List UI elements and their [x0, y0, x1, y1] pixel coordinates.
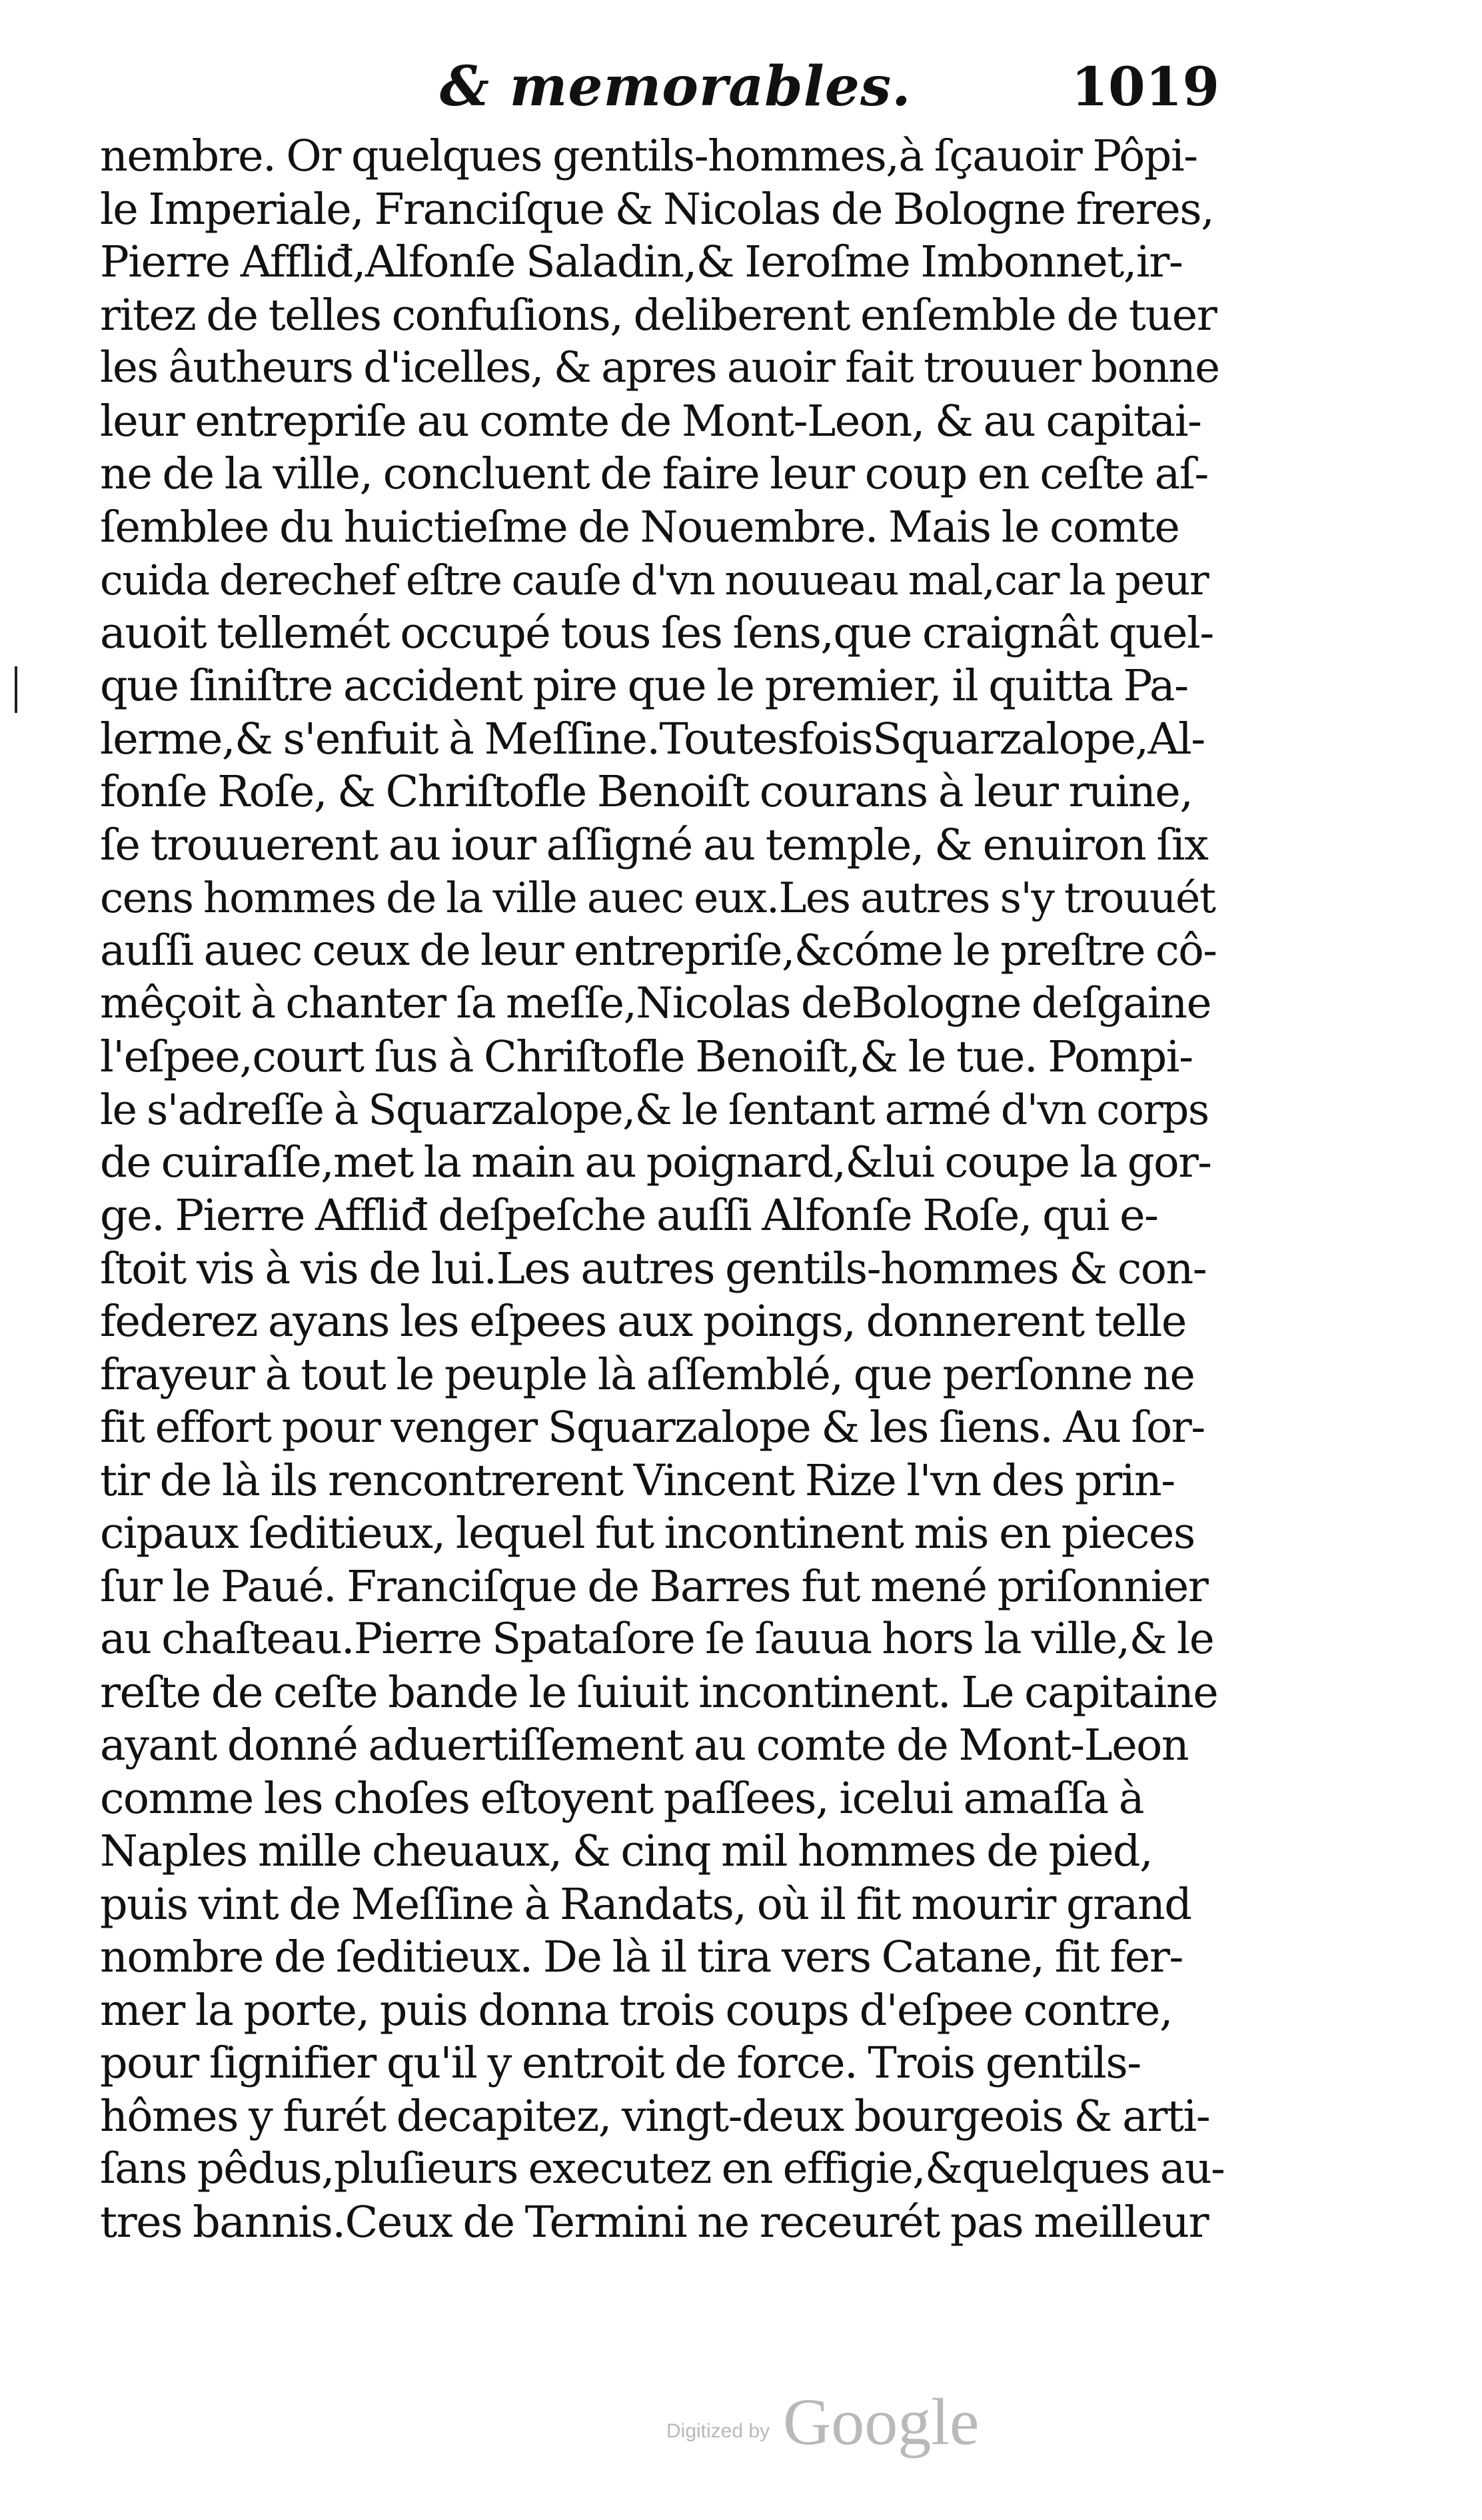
google-logo: Google	[783, 2385, 980, 2459]
page-header	[100, 47, 1226, 127]
text-line: puis vint de Meſſine à Randats, où il fit mourir grand	[100, 1879, 1191, 1930]
text-line: l'eſpee,court ſus à Chriſtofle Benoiſt,& le tue. Pompi-	[100, 1031, 1193, 1082]
text-line: le s'adreſſe à Squarzalope,& le ſentant armé d'vn corps	[100, 1085, 1209, 1134]
text-line: reſte de ceſte bande le ſuiuit incontinent. Le capitaine	[100, 1667, 1218, 1718]
text-line: fonſe Roſe, & Chriſtofle Benoiſt courans à leur ruine,	[100, 767, 1193, 817]
margin-mark	[15, 666, 17, 713]
text-line: ne de la ville, concluent de faire leur coup en ceſte aſ-	[100, 449, 1208, 499]
text-line: ſe trouuerent au iour aſſigné au temple, & enuiron ſix	[100, 820, 1208, 870]
text-line: de cuiraſſe,met la main au poignard,&lui coupe la gor-	[100, 1137, 1211, 1187]
text-line: nombre de ſeditieux. De là il tira vers Catane, fit fer-	[100, 1932, 1183, 1982]
text-line: ge. Pierre Affliđ deſpeſche auſſi Alfonſe Roſe, qui e-	[100, 1191, 1158, 1241]
text-line: auſſi auec ceux de leur entrepriſe,&cóme le preſtre cô-	[100, 926, 1217, 975]
text-line: Pierre Affliđ,Alfonſe Saladin,& Ieroſme Imbonnet,ir-	[100, 237, 1183, 287]
text-line: le Imperiale, Franciſque & Nicolas de Bologne freres,	[100, 184, 1214, 235]
text-line: fit effort pour venger Squarzalope & les ſiens. Au ſor-	[100, 1403, 1205, 1453]
text-line: lerme,& s'enfuit à Meſſine.ToutesfoisSquarzalope,Al-	[100, 714, 1205, 764]
text-line: ayant donné aduertiſſement au comte de Mont-Leon	[100, 1720, 1189, 1770]
text-line: mer la porte, puis donna trois coups d'eſpee contre,	[100, 1985, 1173, 2036]
text-line: mêçoit à chanter ſa meſſe,Nicolas deBologne deſgaine	[100, 979, 1211, 1028]
page-number: 1019	[1071, 55, 1219, 118]
text-line: cuida derechef eſtre cauſe d'vn nouueau mal,car la peur	[100, 556, 1209, 604]
body-text	[100, 130, 1226, 2249]
text-line: les âutheurs d'icelles, & apres auoir fait trouuer bonne	[100, 343, 1219, 392]
text-line: tres bannis.Ceux de Termini ne receurét pas meilleur	[100, 2197, 1209, 2247]
text-line: comme les choſes eſtoyent paſſees, icelui amaſſa à	[100, 1773, 1144, 1824]
digitized-by-google-watermark	[666, 2385, 980, 2465]
text-line: tir de là ils rencontrerent Vincent Rize l'vn des prin-	[100, 1455, 1175, 1506]
text-line: au chaſteau.Pierre Spataſore ſe ſauua hors la ville,& le	[100, 1614, 1214, 1664]
digitized-by-label: Digitized by	[666, 2420, 770, 2442]
text-line: cens hommes de la ville auec eux.Les autres s'y trouuét	[100, 874, 1215, 922]
text-line: leur entrepriſe au comte de Mont-Leon, & au capitai-	[100, 396, 1201, 446]
text-line: auoit tellemét occupé tous ſes ſens,que craignât quel-	[100, 608, 1213, 658]
text-line: Naples mille cheuaux, & cinq mil hommes de pied,	[100, 1826, 1153, 1876]
text-line: ritez de telles confuſions, deliberent enſemble de tuer	[100, 290, 1217, 340]
text-line: ſur le Paué. Franciſque de Barres fut mené priſonnier	[100, 1561, 1208, 1612]
text-line: que ſiniſtre accident pire que le premier, il quitta Pa-	[100, 661, 1188, 711]
text-line: frayeur à tout le peuple là aſſemblé, que perſonne ne	[100, 1349, 1195, 1400]
text-line: federez ayans les eſpees aux poings, donnerent telle	[100, 1297, 1186, 1347]
text-line: pour ſignifier qu'il y entroit de force. Trois gentils-	[100, 2038, 1141, 2088]
text-line: cipaux ſeditieux, lequel fut incontinent mis en pieces	[100, 1509, 1195, 1559]
text-line: ſemblee du huictieſme de Nouembre. Mais le comte	[100, 502, 1179, 552]
text-line: nembre. Or quelques gentils-hommes,à ſçauoir Pôpi-	[100, 131, 1197, 181]
running-title: & memorables.	[440, 55, 912, 119]
text-line: ſans pêdus,pluſieurs executez en effigie,&quelques au-	[100, 2144, 1225, 2194]
text-line: hômes y furét decapitez, vingt-deux bourgeois & arti-	[100, 2091, 1210, 2142]
text-line: ſtoit vis à vis de lui.Les autres gentils-hommes & con-	[100, 1243, 1207, 1294]
